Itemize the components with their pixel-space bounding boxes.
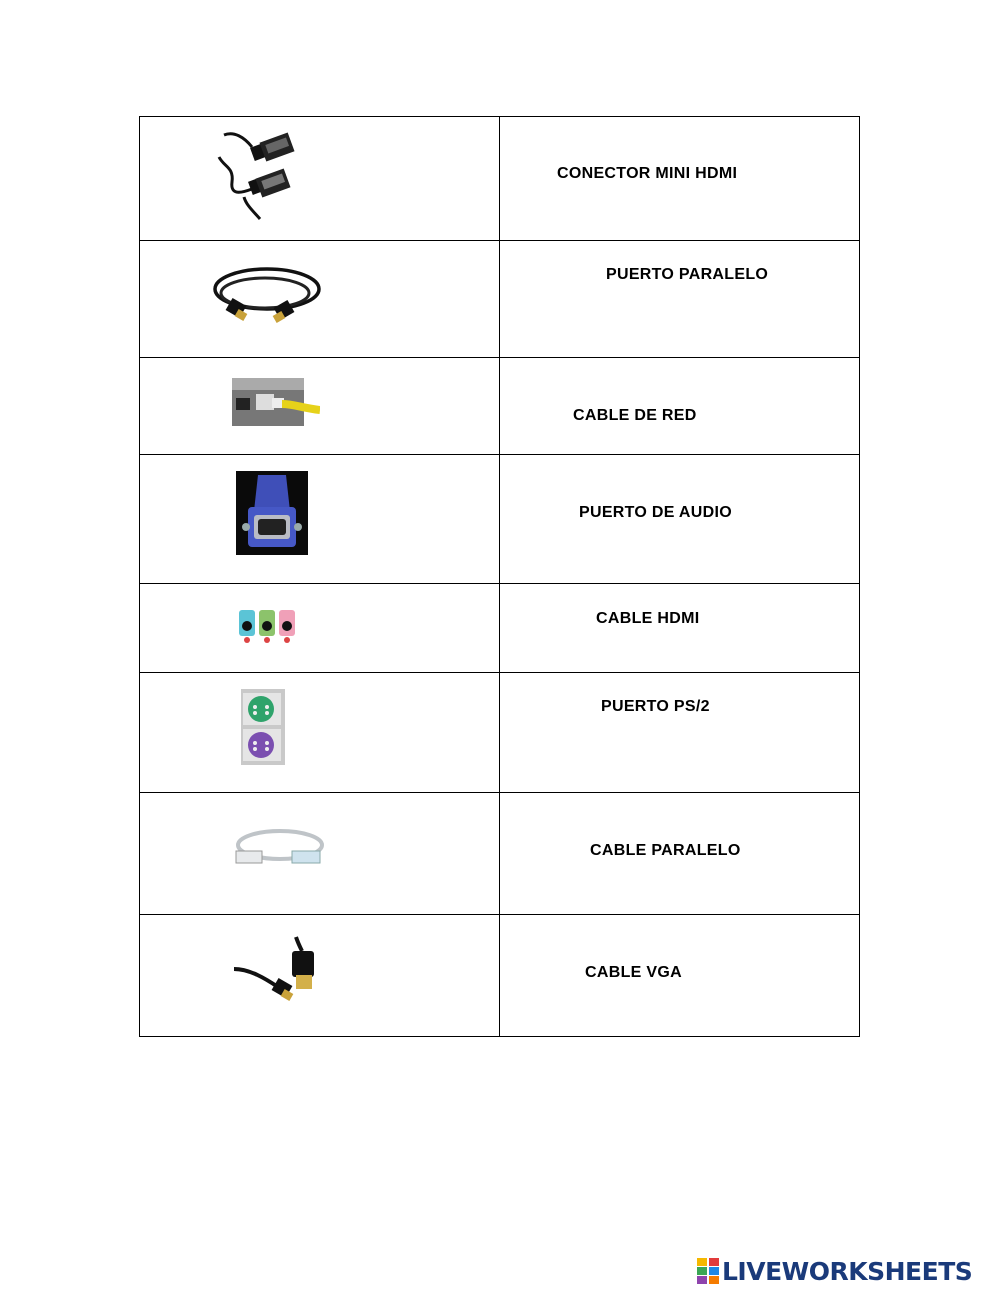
- image-cell: [140, 455, 500, 584]
- label-cell: [500, 241, 860, 358]
- image-cell: [140, 915, 500, 1037]
- audio-ports-icon: [237, 606, 297, 644]
- image-cell: [140, 584, 500, 673]
- image-cell: [140, 117, 500, 241]
- image-cell: [140, 793, 500, 915]
- table-row: [140, 793, 860, 915]
- label-cell: [500, 455, 860, 584]
- liveworksheets-logo-icon: [697, 1258, 719, 1284]
- connectors-table: [139, 116, 860, 1037]
- table-row: [140, 673, 860, 793]
- image-cell: [140, 241, 500, 358]
- row-label: PUERTO PARALELO: [606, 266, 769, 283]
- liveworksheets-brand: [697, 1256, 972, 1286]
- row-label: CABLE VGA: [585, 964, 682, 981]
- row-label: CABLE DE RED: [573, 407, 697, 424]
- table-row: [140, 915, 860, 1037]
- image-cell: [140, 673, 500, 793]
- network-cable-port-icon: [232, 378, 320, 428]
- table-row: [140, 584, 860, 673]
- label-cell: [500, 117, 860, 241]
- image-cell: [140, 358, 500, 455]
- label-cell: [500, 673, 860, 793]
- ps2-ports-icon: [241, 689, 285, 765]
- table-row: [140, 358, 860, 455]
- label-cell: [500, 358, 860, 455]
- row-label: PUERTO PS/2: [601, 698, 710, 715]
- hdmi-cable-icon: [210, 259, 325, 329]
- brand-name: LIVEWORKSHEETS: [722, 1256, 973, 1286]
- row-label: CABLE PARALELO: [590, 842, 741, 859]
- label-cell: [500, 793, 860, 915]
- row-label: CABLE HDMI: [596, 610, 700, 627]
- table-row: [140, 117, 860, 241]
- label-cell: [500, 584, 860, 673]
- table-row: [140, 455, 860, 584]
- gray-parallel-cable-icon: [230, 823, 330, 873]
- table-row: [140, 241, 860, 358]
- parallel-cable-icon: [214, 127, 314, 227]
- row-label: PUERTO DE AUDIO: [579, 504, 732, 521]
- label-cell: [500, 915, 860, 1037]
- mini-hdmi-cable-icon: [230, 935, 330, 1015]
- vga-connector-icon: [236, 471, 308, 555]
- row-label: CONECTOR MINI HDMI: [557, 165, 738, 182]
